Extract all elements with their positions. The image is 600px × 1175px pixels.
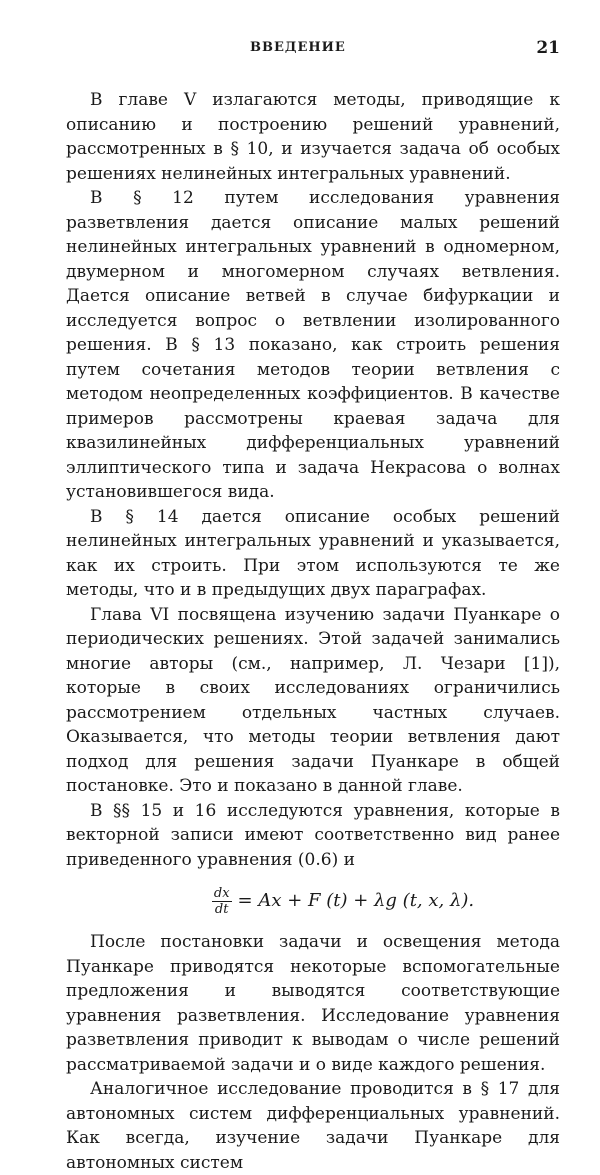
display-equation <box>126 872 560 930</box>
paragraph: В § 12 путем исследования уравнения разветвления дается описание малых решений нелинейных интегральных уравнений в одномерном, двумерном и многомерном случаях ветвления. Дается описание ветвей в случае бифуркации и исследуется вопрос о ветвлении изолированного решения. В § 13 показано, как строить решения путем сочетания методов теории ветвления с методом неопределенных коэффициентов. В качестве примеров рассмотрены краевая задача для квазилинейных дифференциальных уравнений эллиптического типа и задача Некрасова о волнах установившегося вида. <box>66 188 560 502</box>
running-header <box>66 38 560 74</box>
paragraph: В §§ 15 и 16 исследуются уравнения, которые в векторной записи имеют соответственно вид ранее приведенного уравнения (0.6) и <box>66 800 560 870</box>
chapter-title: ВВЕДЕНИЕ <box>250 40 346 55</box>
page-number: 21 <box>536 38 560 58</box>
fraction-denominator: dt <box>214 901 229 917</box>
fraction-numerator: dx <box>213 885 230 901</box>
paragraph: Аналогичное исследование проводится в § 17 для автономных систем дифференциальных уравнений. Как всегда, изучение задачи Пуанкаре для автономных систем <box>66 1079 560 1173</box>
paragraph: После постановки задачи и освещения метода Пуанкаре приводятся некоторые вспомогательные предложения и выводятся соответствующие уравнения разветвления. Исследование уравнения разветвления приводит к выводам о числе решений рассматриваемой задачи и о виде каждого решения. <box>66 932 560 1075</box>
paragraph: В § 14 дается описание особых решений нелинейных интегральных уравнений и указывается, как их строить. При этом используются те же методы, что и в предыдущих двух параграфах. <box>66 506 560 600</box>
derivative-fraction <box>212 886 232 917</box>
paragraph: В главе V излагаются методы, приводящие к описанию и построению решений уравнений, рассмотренных в § 10, и изучается задача об особых решениях нелинейных интегральных уравнений. <box>66 90 560 184</box>
equation-rhs: = Ax + F (t) + λg (t, x, λ). <box>237 890 475 911</box>
body-text <box>66 88 560 1175</box>
paragraph: Глава VI посвящена изучению задачи Пуанкаре о периодических решениях. Этой задачей занимались многие авторы (см., например, Л. Чезари [1]), которые в своих исследованиях ограничились рассмотрением отдельных частных случаев. Оказывается, что методы теории ветвления дают подход для решения задачи Пуанкаре в общей постановке. Это и показано в данной главе. <box>66 604 560 796</box>
